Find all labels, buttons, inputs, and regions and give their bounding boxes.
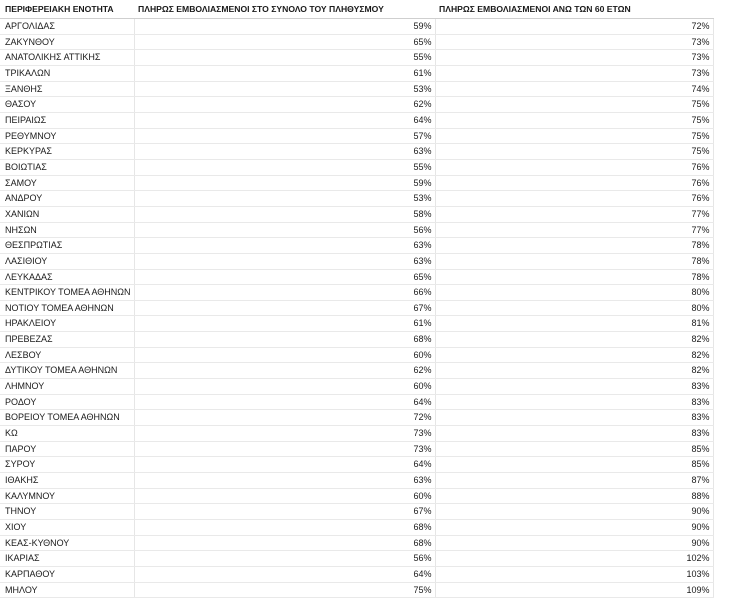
region-cell[interactable]: ΗΡΑΚΛΕΙΟΥ: [0, 316, 134, 332]
table-row: [0, 473, 713, 489]
over60-vaccinated-cell[interactable]: 73%: [435, 50, 713, 66]
total-vaccinated-cell[interactable]: 67%: [134, 504, 435, 520]
total-vaccinated-cell[interactable]: 65%: [134, 34, 435, 50]
total-vaccinated-cell[interactable]: 65%: [134, 269, 435, 285]
over60-vaccinated-cell[interactable]: 83%: [435, 379, 713, 395]
table-row: [0, 457, 713, 473]
table-row: [0, 159, 713, 175]
total-vaccinated-cell[interactable]: 58%: [134, 206, 435, 222]
table-row: [0, 112, 713, 128]
total-vaccinated-cell[interactable]: 53%: [134, 191, 435, 207]
table-row: [0, 253, 713, 269]
total-vaccinated-cell[interactable]: 53%: [134, 81, 435, 97]
region-cell[interactable]: ΝΗΣΩΝ: [0, 222, 134, 238]
region-cell[interactable]: ΠΑΡΟΥ: [0, 441, 134, 457]
region-cell[interactable]: ΔΥΤΙΚΟΥ ΤΟΜΕΑ ΑΘΗΝΩΝ: [0, 363, 134, 379]
table-row: [0, 582, 713, 598]
total-vaccinated-cell[interactable]: 63%: [134, 238, 435, 254]
over60-vaccinated-cell[interactable]: 82%: [435, 347, 713, 363]
over60-vaccinated-cell[interactable]: 80%: [435, 285, 713, 301]
region-cell[interactable]: ΧΑΝΙΩΝ: [0, 206, 134, 222]
total-vaccinated-cell[interactable]: 62%: [134, 97, 435, 113]
region-cell[interactable]: ΚΑΛΥΜΝΟΥ: [0, 488, 134, 504]
over60-vaccinated-cell[interactable]: 73%: [435, 65, 713, 81]
total-vaccinated-cell[interactable]: 59%: [134, 175, 435, 191]
table-row: [0, 128, 713, 144]
table-row: [0, 332, 713, 348]
table-row: [0, 300, 713, 316]
over60-vaccinated-cell[interactable]: 87%: [435, 473, 713, 489]
over60-vaccinated-cell[interactable]: 76%: [435, 175, 713, 191]
total-vaccinated-cell[interactable]: 60%: [134, 488, 435, 504]
region-cell[interactable]: ΤΗΝΟΥ: [0, 504, 134, 520]
table-row: [0, 394, 713, 410]
over60-vaccinated-cell[interactable]: 82%: [435, 363, 713, 379]
table-row: [0, 441, 713, 457]
total-vaccinated-cell[interactable]: 59%: [134, 19, 435, 35]
table-row: [0, 191, 713, 207]
over60-vaccinated-cell[interactable]: 76%: [435, 191, 713, 207]
region-cell[interactable]: ΙΘΑΚΗΣ: [0, 473, 134, 489]
over60-vaccinated-cell[interactable]: 78%: [435, 269, 713, 285]
over60-vaccinated-cell[interactable]: 83%: [435, 394, 713, 410]
region-cell[interactable]: ΣΥΡΟΥ: [0, 457, 134, 473]
total-vaccinated-cell[interactable]: 73%: [134, 426, 435, 442]
total-vaccinated-cell[interactable]: 55%: [134, 50, 435, 66]
over60-vaccinated-cell[interactable]: 75%: [435, 144, 713, 160]
over60-vaccinated-cell[interactable]: 85%: [435, 457, 713, 473]
region-cell[interactable]: ΛΗΜΝΟΥ: [0, 379, 134, 395]
region-cell[interactable]: ΜΗΛΟΥ: [0, 582, 134, 598]
region-cell[interactable]: ΠΕΙΡΑΙΩΣ: [0, 112, 134, 128]
over60-vaccinated-cell[interactable]: 83%: [435, 426, 713, 442]
table-row: [0, 551, 713, 567]
over60-vaccinated-cell[interactable]: 76%: [435, 159, 713, 175]
region-cell[interactable]: ΚΕΑΣ-ΚΥΘΝΟΥ: [0, 535, 134, 551]
table-row: [0, 222, 713, 238]
over60-vaccinated-cell[interactable]: 90%: [435, 535, 713, 551]
total-vaccinated-cell[interactable]: 61%: [134, 65, 435, 81]
region-cell[interactable]: ΞΑΝΘΗΣ: [0, 81, 134, 97]
table-row: [0, 285, 713, 301]
over60-vaccinated-cell[interactable]: 102%: [435, 551, 713, 567]
region-cell[interactable]: ΖΑΚΥΝΘΟΥ: [0, 34, 134, 50]
total-vaccinated-cell[interactable]: 63%: [134, 253, 435, 269]
table-row: [0, 566, 713, 582]
total-vaccinated-cell[interactable]: 68%: [134, 535, 435, 551]
region-cell[interactable]: ΑΝΔΡΟΥ: [0, 191, 134, 207]
region-cell[interactable]: ΝΟΤΙΟΥ ΤΟΜΕΑ ΑΘΗΝΩΝ: [0, 300, 134, 316]
table-row: [0, 144, 713, 160]
region-cell[interactable]: ΚΩ: [0, 426, 134, 442]
table-row: [0, 34, 713, 50]
total-vaccinated-cell[interactable]: 63%: [134, 144, 435, 160]
total-vaccinated-cell[interactable]: 61%: [134, 316, 435, 332]
over60-vaccinated-cell[interactable]: 77%: [435, 222, 713, 238]
region-cell[interactable]: ΧΙΟΥ: [0, 520, 134, 536]
over60-vaccinated-cell[interactable]: 85%: [435, 441, 713, 457]
over60-vaccinated-cell[interactable]: 78%: [435, 253, 713, 269]
table-row: [0, 379, 713, 395]
total-vaccinated-cell[interactable]: 60%: [134, 347, 435, 363]
total-vaccinated-cell[interactable]: 64%: [134, 566, 435, 582]
region-cell[interactable]: ΣΑΜΟΥ: [0, 175, 134, 191]
over60-vaccinated-cell[interactable]: 75%: [435, 97, 713, 113]
over60-vaccinated-cell[interactable]: 72%: [435, 19, 713, 35]
over60-vaccinated-cell[interactable]: 90%: [435, 520, 713, 536]
table-row: [0, 206, 713, 222]
table-body: [0, 19, 713, 598]
table-row: [0, 50, 713, 66]
table-row: [0, 238, 713, 254]
table-row: [0, 535, 713, 551]
total-vaccinated-cell[interactable]: 72%: [134, 410, 435, 426]
region-cell[interactable]: ΑΡΓΟΛΙΔΑΣ: [0, 19, 134, 35]
region-cell[interactable]: ΒΟΙΩΤΙΑΣ: [0, 159, 134, 175]
over60-vaccinated-cell[interactable]: 77%: [435, 206, 713, 222]
header-row: [0, 0, 713, 19]
over60-vaccinated-cell[interactable]: 75%: [435, 112, 713, 128]
region-cell[interactable]: ΡΕΘΥΜΝΟΥ: [0, 128, 134, 144]
region-cell[interactable]: ΛΑΣΙΘΙΟΥ: [0, 253, 134, 269]
total-vaccinated-cell[interactable]: 64%: [134, 457, 435, 473]
over60-vaccinated-cell[interactable]: 74%: [435, 81, 713, 97]
table-row: [0, 316, 713, 332]
region-cell[interactable]: ΘΕΣΠΡΩΤΙΑΣ: [0, 238, 134, 254]
region-cell[interactable]: ΚΕΝΤΡΙΚΟΥ ΤΟΜΕΑ ΑΘΗΝΩΝ: [0, 285, 134, 301]
total-vaccinated-cell[interactable]: 56%: [134, 222, 435, 238]
table-row: [0, 19, 713, 35]
table-row: [0, 269, 713, 285]
over60-vaccinated-cell[interactable]: 80%: [435, 300, 713, 316]
table-row: [0, 426, 713, 442]
header-region[interactable]: ΠΕΡΙΦΕΡΕΙΑΚΗ ΕΝΟΤΗΤΑ: [0, 0, 134, 19]
total-vaccinated-cell[interactable]: 55%: [134, 159, 435, 175]
total-vaccinated-cell[interactable]: 62%: [134, 363, 435, 379]
region-cell[interactable]: ΤΡΙΚΑΛΩΝ: [0, 65, 134, 81]
region-cell[interactable]: ΛΕΣΒΟΥ: [0, 347, 134, 363]
over60-vaccinated-cell[interactable]: 103%: [435, 566, 713, 582]
table-row: [0, 504, 713, 520]
over60-vaccinated-cell[interactable]: 81%: [435, 316, 713, 332]
over60-vaccinated-cell[interactable]: 73%: [435, 34, 713, 50]
region-cell[interactable]: ΡΟΔΟΥ: [0, 394, 134, 410]
region-cell[interactable]: ΚΑΡΠΑΘΟΥ: [0, 566, 134, 582]
over60-vaccinated-cell[interactable]: 75%: [435, 128, 713, 144]
header-over60-vaccinated[interactable]: ΠΛΗΡΩΣ ΕΜΒΟΛΙΑΣΜΕΝΟΙ ΑΝΩ ΤΩΝ 60 ΕΤΩΝ: [435, 0, 713, 19]
total-vaccinated-cell[interactable]: 68%: [134, 520, 435, 536]
total-vaccinated-cell[interactable]: 60%: [134, 379, 435, 395]
total-vaccinated-cell[interactable]: 73%: [134, 441, 435, 457]
over60-vaccinated-cell[interactable]: 109%: [435, 582, 713, 598]
over60-vaccinated-cell[interactable]: 78%: [435, 238, 713, 254]
table-row: [0, 520, 713, 536]
region-cell[interactable]: ΚΕΡΚΥΡΑΣ: [0, 144, 134, 160]
region-cell[interactable]: ΠΡΕΒΕΖΑΣ: [0, 332, 134, 348]
total-vaccinated-cell[interactable]: 67%: [134, 300, 435, 316]
table-row: [0, 97, 713, 113]
table-row: [0, 65, 713, 81]
total-vaccinated-cell[interactable]: 56%: [134, 551, 435, 567]
region-cell[interactable]: ΛΕΥΚΑΔΑΣ: [0, 269, 134, 285]
header-total-vaccinated[interactable]: ΠΛΗΡΩΣ ΕΜΒΟΛΙΑΣΜΕΝΟΙ ΣΤΟ ΣΥΝΟΛΟ ΤΟΥ ΠΛΗΘΥΣΜΟΥ: [134, 0, 435, 19]
total-vaccinated-cell[interactable]: 68%: [134, 332, 435, 348]
region-cell[interactable]: ΘΑΣΟΥ: [0, 97, 134, 113]
table-row: [0, 81, 713, 97]
region-cell[interactable]: ΙΚΑΡΙΑΣ: [0, 551, 134, 567]
table-row: [0, 410, 713, 426]
over60-vaccinated-cell[interactable]: 90%: [435, 504, 713, 520]
total-vaccinated-cell[interactable]: 64%: [134, 112, 435, 128]
total-vaccinated-cell[interactable]: 57%: [134, 128, 435, 144]
over60-vaccinated-cell[interactable]: 82%: [435, 332, 713, 348]
over60-vaccinated-cell[interactable]: 83%: [435, 410, 713, 426]
total-vaccinated-cell[interactable]: 64%: [134, 394, 435, 410]
region-cell[interactable]: ΑΝΑΤΟΛΙΚΗΣ ΑΤΤΙΚΗΣ: [0, 50, 134, 66]
total-vaccinated-cell[interactable]: 66%: [134, 285, 435, 301]
table-row: [0, 363, 713, 379]
table-row: [0, 347, 713, 363]
table-row: [0, 175, 713, 191]
region-cell[interactable]: ΒΟΡΕΙΟΥ ΤΟΜΕΑ ΑΘΗΝΩΝ: [0, 410, 134, 426]
total-vaccinated-cell[interactable]: 63%: [134, 473, 435, 489]
table-row: [0, 488, 713, 504]
over60-vaccinated-cell[interactable]: 88%: [435, 488, 713, 504]
total-vaccinated-cell[interactable]: 75%: [134, 582, 435, 598]
